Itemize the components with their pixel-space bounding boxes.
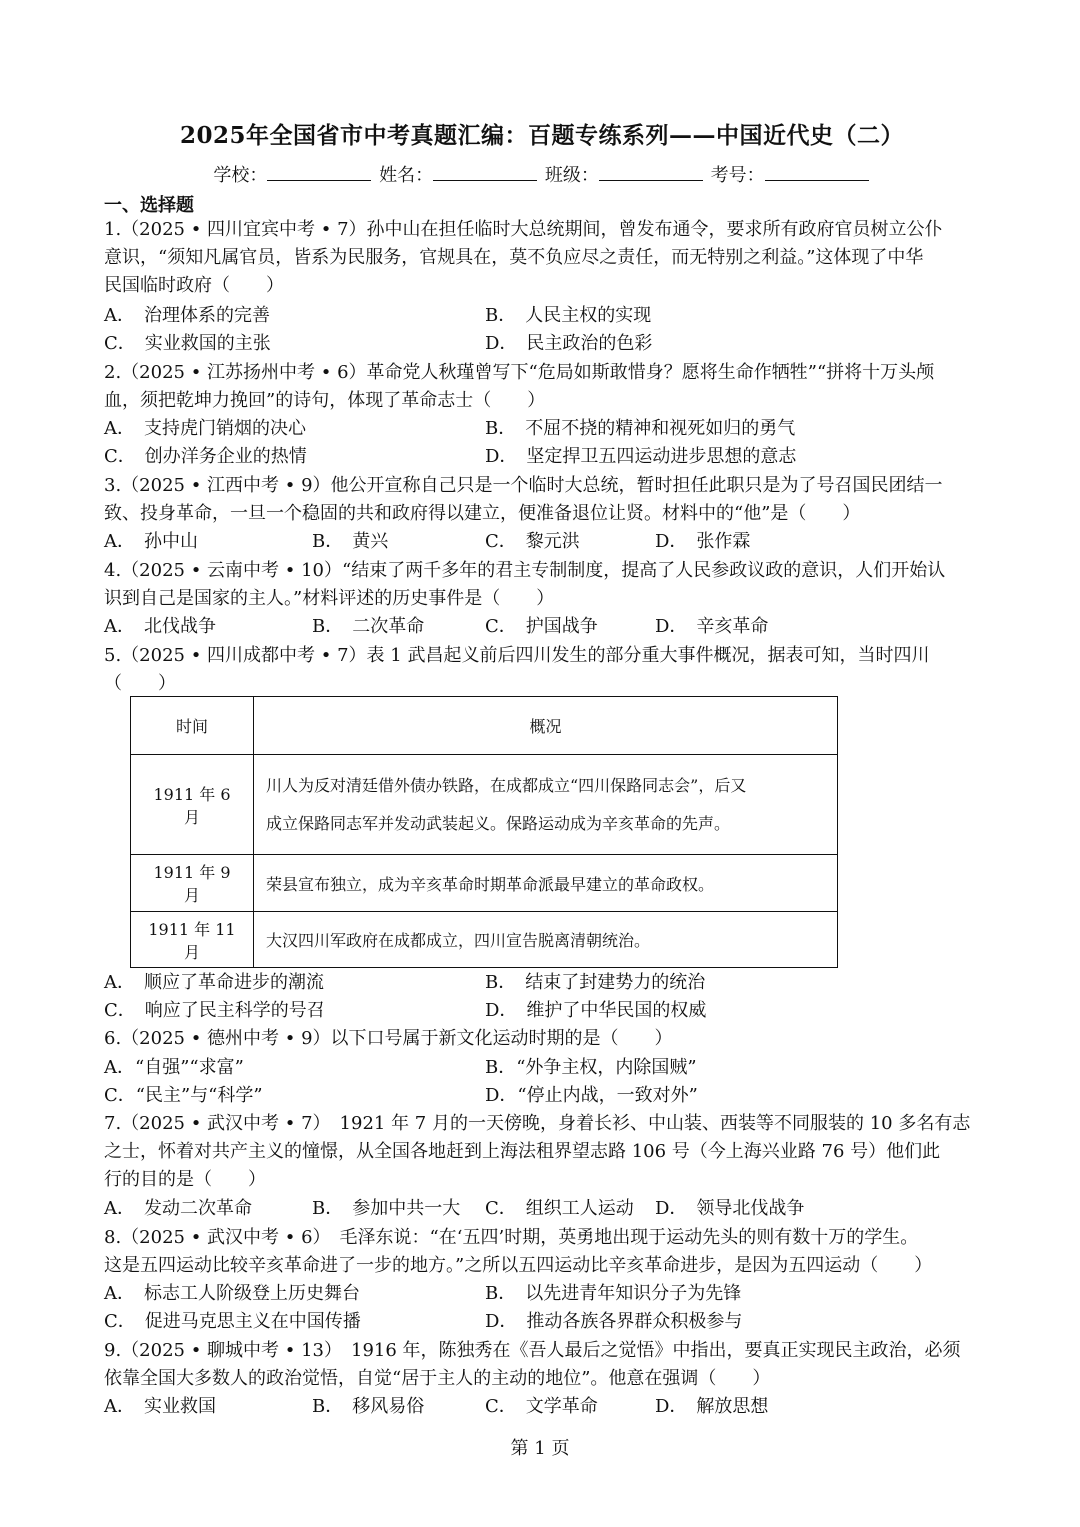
q1-option-c: C． 实业救国的主张: [104, 333, 271, 354]
q1-option-a: A． 治理体系的完善: [104, 305, 270, 326]
q5-option-b: B． 结束了封建势力的统治: [485, 972, 706, 993]
page-number: 第 1 页: [510, 1438, 570, 1459]
q5-option-a: A． 顺应了革命进步的潮流: [104, 972, 324, 993]
page-title: 2025年全国省市中考真题汇编：百题专练系列——中国近代史（二）: [179, 122, 904, 149]
question-3-line-2: 致、投身革命，一旦一个稳固的共和政府得以建立，便准备退位让贤。材料中的“他”是（ ）: [104, 503, 861, 524]
table-header-overview: 概况: [254, 697, 838, 755]
q8-option-a: A． 标志工人阶级登上历史舞台: [104, 1283, 360, 1304]
q7-option-a: A． 发动二次革命: [104, 1198, 252, 1219]
question-2-line-2: 血，须把乾坤力挽回”的诗句，体现了革命志士（ ）: [104, 390, 546, 411]
q8-option-c: C． 促进马克思主义在中国传播: [104, 1311, 361, 1332]
table-cell-overview: [254, 755, 838, 855]
q5-option-d: D． 维护了中华民国的权威: [485, 1000, 707, 1021]
table-row: [131, 855, 838, 912]
q6-option-a: A．“自强”“求富”: [104, 1057, 244, 1078]
q4-option-a: A． 北伐战争: [104, 616, 216, 637]
q6-option-d: D．“停止内战，一致对外”: [485, 1085, 698, 1106]
question-3-line-1: 3.（2025 • 江西中考 • 9）他公开宣称自己只是一个临时大总统，暂时担任此职只是为了号召国民团结一: [104, 475, 943, 496]
question-9-line-2: 依靠全国大多数人的政治觉悟，自觉“居于主人的主动的地位”。他意在强调（ ）: [104, 1368, 771, 1389]
question-1-line-1: 1.（2025 • 四川宜宾中考 • 7）孙中山在担任临时大总统期间，曾发布通令，要求所有政府官员树立公仆: [104, 219, 943, 240]
question-7-line-1: 7.（2025 • 武汉中考 • 7） 1921 年 7 月的一天傍晚，身着长衫、中山装、西装等不同服装的 10 多名有志: [104, 1113, 971, 1134]
q9-option-a: A． 实业救国: [104, 1396, 216, 1417]
q6-option-c: C．“民主”与“科学”: [104, 1085, 263, 1106]
q9-option-b: B． 移风易俗: [312, 1396, 425, 1417]
q3-option-c: C． 黎元洪: [485, 531, 580, 552]
class-label: 班级：: [544, 165, 599, 186]
q3-option-a: A． 孙中山: [104, 531, 198, 552]
q7-option-d: D． 领导北伐战争: [655, 1198, 805, 1219]
table-row: [131, 755, 838, 855]
table-row: [131, 912, 838, 968]
question-1-line-3: 民国临时政府（ ）: [104, 275, 284, 296]
table-cell-line: 川人为反对清廷借外债办铁路，在成都成立“四川保路同志会”，后又: [266, 775, 747, 795]
table-cell-overview: 大汉四川军政府在成都成立，四川宣告脱离清朝统治。: [254, 912, 838, 968]
q8-option-d: D． 推动各族各界群众积极参与: [485, 1311, 743, 1332]
table-header-time: 时间: [131, 697, 254, 755]
table-cell-overview: 荣县宣布独立，成为辛亥革命时期革命派最早建立的革命政权。: [254, 855, 838, 912]
class-blank: [599, 162, 703, 181]
name-blank: [433, 162, 537, 181]
question-5-line-1: 5.（2025 • 四川成都中考 • 7）表 1 武昌起义前后四川发生的部分重大事件概况，据表可知，当时四川: [104, 645, 930, 666]
question-1-line-2: 意识，“须知凡属官员，皆系为民服务，官规具在，莫不负应尽之责任，而无特别之利益。”这体现了中华: [104, 247, 924, 268]
sichuan-events-table: [130, 696, 838, 968]
table-cell-date: 1911 年 6 月: [131, 755, 254, 855]
number-label: 考号：: [710, 165, 765, 186]
question-2-line-1: 2.（2025 • 江苏扬州中考 • 6）革命党人秋瑾曾写下“危局如斯敢惜身？愿将生命作牺牲”“拼将十万头颅: [104, 362, 935, 383]
q8-option-b: B． 以先进青年知识分子为先锋: [485, 1283, 742, 1304]
question-7-line-2: 之士，怀着对共产主义的憧憬，从全国各地赶到上海法租界望志路 106 号（今上海兴业路 76 号）他们此: [104, 1141, 941, 1162]
table-cell-date: 1911 年 9 月: [131, 855, 254, 912]
table-cell-date: 1911 年 11 月: [131, 912, 254, 968]
question-9-line-1: 9.（2025 • 聊城中考 • 13） 1916 年，陈独秀在《吾人最后之觉悟》中指出，要真正实现民主政治，必须: [104, 1340, 961, 1361]
question-6-line-1: 6.（2025 • 德州中考 • 9）以下口号属于新文化运动时期的是（ ）: [104, 1028, 673, 1049]
q4-option-d: D． 辛亥革命: [655, 616, 769, 637]
q9-option-c: C． 文学革命: [485, 1396, 598, 1417]
q7-option-c: C． 组织工人运动: [485, 1198, 634, 1219]
section-heading: 一、选择题: [104, 195, 194, 216]
question-4-line-1: 4.（2025 • 云南中考 • 10）“结束了两千多年的君主专制制度，提高了人民参政议政的意识，人们开始认: [104, 560, 946, 581]
q7-option-b: B． 参加中共一大: [312, 1198, 461, 1219]
question-8-line-1: 8.（2025 • 武汉中考 • 6） 毛泽东说：“在‘五四’时期，英勇地出现于运动先头的则有数十万的学生。: [104, 1227, 919, 1248]
student-info-row: [104, 161, 980, 187]
q2-option-d: D． 坚定捍卫五四运动进步思想的意志: [485, 446, 797, 467]
name-label: 姓名：: [379, 165, 434, 186]
q2-option-a: A． 支持虎门销烟的决心: [104, 418, 306, 439]
school-label: 学校：: [213, 165, 268, 186]
question-8-line-2: 这是五四运动比较辛亥革命进了一步的地方。”之所以五四运动比辛亥革命进步，是因为五四运动（ ）: [104, 1255, 933, 1276]
school-blank: [267, 162, 371, 181]
table-header-row: [131, 697, 838, 755]
number-blank: [765, 162, 869, 181]
table-cell-line: 成立保路同志军并发动武装起义。保路运动成为辛亥革命的先声。: [266, 813, 731, 833]
question-5-line-2: （ ）: [104, 673, 176, 694]
q2-option-c: C． 创办洋务企业的热情: [104, 446, 307, 467]
q4-option-b: B． 二次革命: [312, 616, 425, 637]
q3-option-b: B． 黄兴: [312, 531, 389, 552]
q2-option-b: B． 不屈不挠的精神和视死如归的勇气: [485, 418, 796, 439]
question-7-line-3: 行的目的是（ ）: [104, 1169, 266, 1190]
q5-option-c: C． 响应了民主科学的号召: [104, 1000, 325, 1021]
question-4-line-2: 识到自己是国家的主人。”材料评述的历史事件是（ ）: [104, 588, 555, 609]
q4-option-c: C． 护国战争: [485, 616, 598, 637]
q9-option-d: D． 解放思想: [655, 1396, 769, 1417]
q6-option-b: B．“外争主权，内除国贼”: [485, 1057, 697, 1078]
q1-option-d: D． 民主政治的色彩: [485, 333, 653, 354]
q1-option-b: B． 人民主权的实现: [485, 305, 652, 326]
q3-option-d: D． 张作霖: [655, 531, 751, 552]
